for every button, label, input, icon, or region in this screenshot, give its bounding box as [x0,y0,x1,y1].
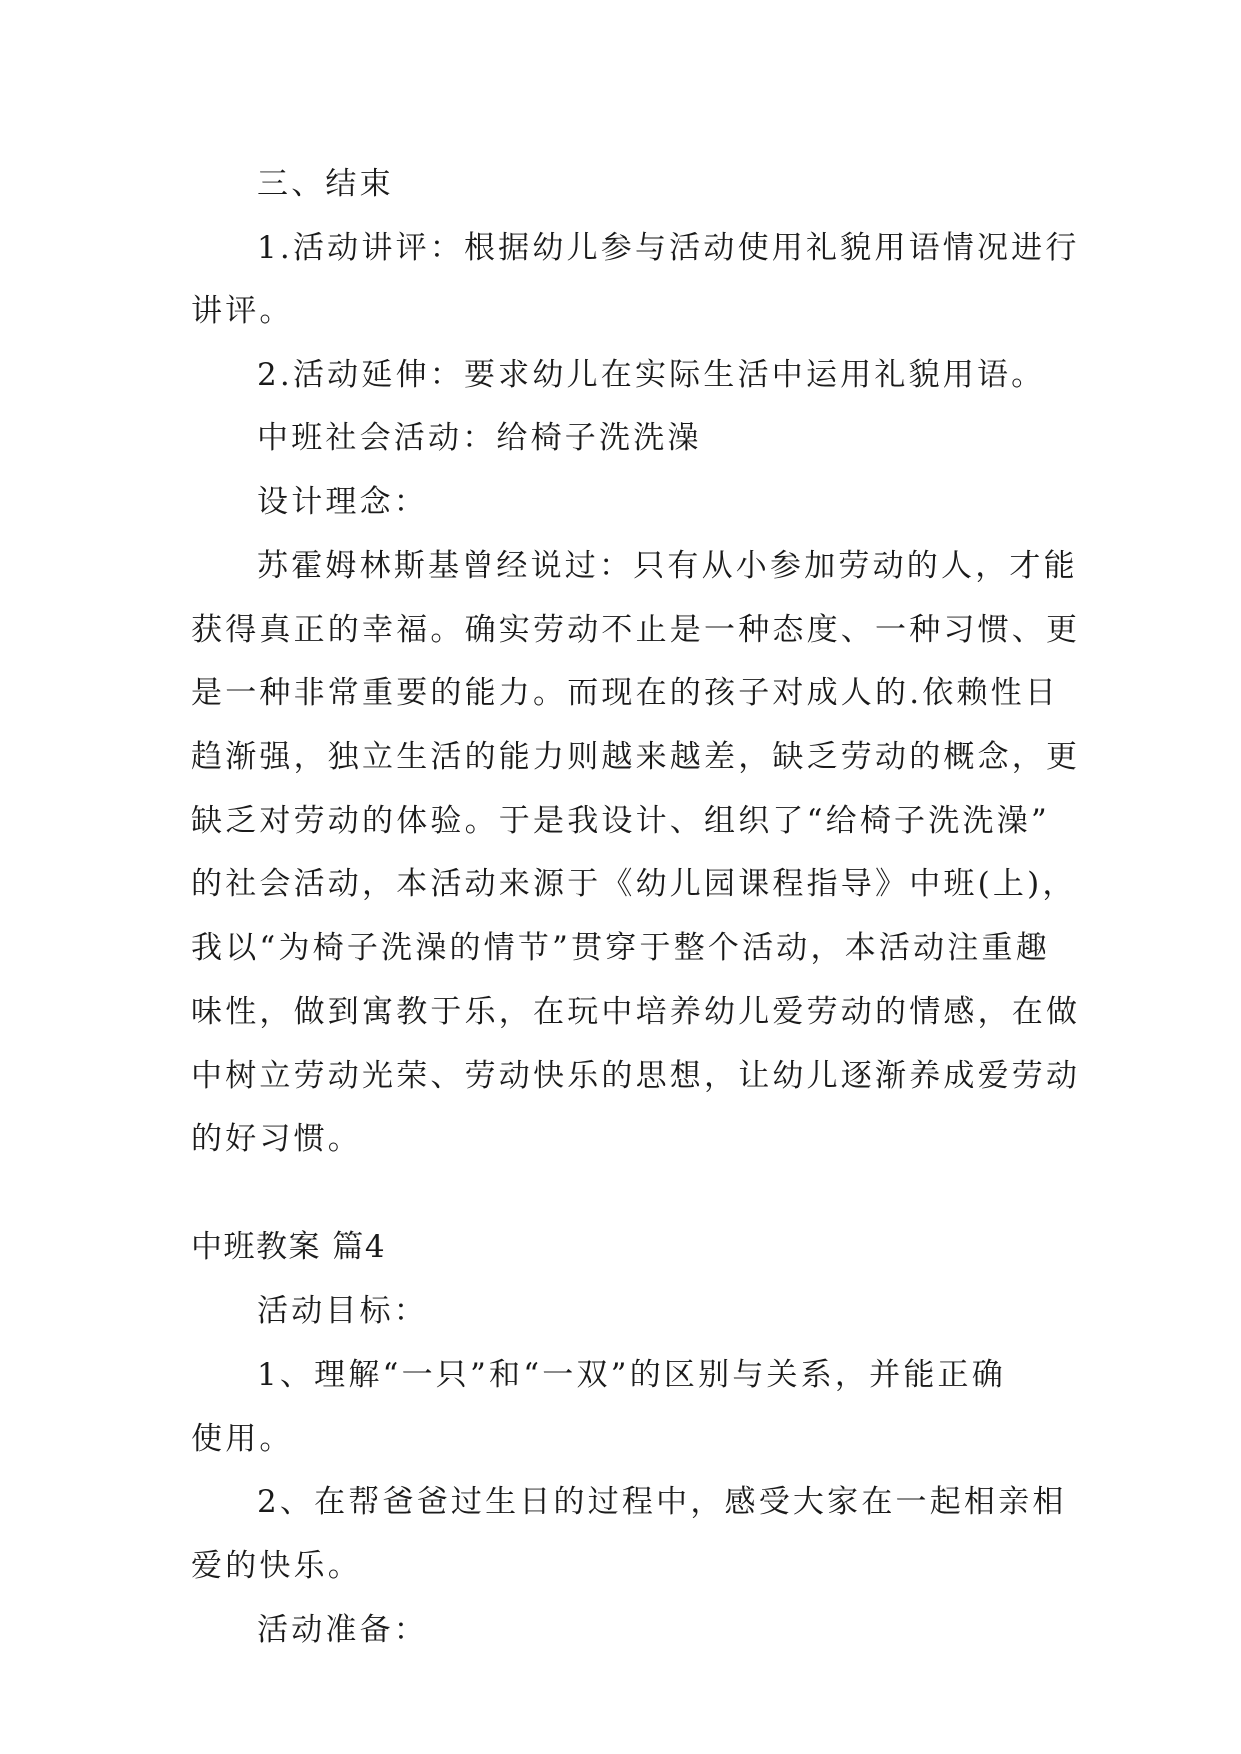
paragraph-line: 使用。 [191,1421,294,1457]
paragraph-line: 趋渐强，独立生活的能力则越来越差，缺乏劳动的概念，更 [191,739,1081,775]
paragraph-line: 1、理解“一只”和“一双”的区别与关系，并能正确 [257,1357,1006,1393]
paragraph-line: 味性，做到寓教于乐，在玩中培养幼儿爱劳动的情感，在做 [191,994,1081,1030]
paragraph-line: 中树立劳动光荣、劳动快乐的思想，让幼儿逐渐养成爱劳动 [191,1058,1081,1094]
paragraph-line: 的好习惯。 [191,1121,362,1157]
subheading-activity-preparation: 活动准备： [257,1612,428,1648]
activity-title: 中班社会活动：给椅子洗洗澡 [257,420,702,456]
subheading-design-concept: 设计理念： [257,484,428,520]
paragraph-line: 缺乏对劳动的体验。于是我设计、组织了“给椅子洗洗澡” [191,803,1050,839]
paragraph-line: 2、在帮爸爸过生日的过程中，感受大家在一起相亲相 [257,1484,1067,1520]
paragraph-line: 1.活动讲评：根据幼儿参与活动使用礼貌用语情况进行 [257,230,1080,266]
paragraph-line: 苏霍姆林斯基曾经说过：只有从小参加劳动的人，才能 [257,548,1078,584]
paragraph-line: 2.活动延伸：要求幼儿在实际生活中运用礼貌用语。 [257,357,1046,393]
paragraph-line: 是一种非常重要的能力。而现在的孩子对成人的.依赖性日 [191,675,1060,711]
subheading-activity-goals: 活动目标： [257,1293,428,1329]
paragraph-line: 我以“为椅子洗澡的情节”贯穿于整个活动，本活动注重趣 [191,930,1050,966]
lesson-plan-heading: 中班教案 篇4 [191,1229,387,1265]
paragraph-line: 爱的快乐。 [191,1548,362,1584]
paragraph-line: 讲评。 [191,293,294,329]
paragraph-line: 的社会活动，本活动来源于《幼儿园课程指导》中班(上)， [191,866,1077,902]
paragraph-line: 获得真正的幸福。确实劳动不止是一种态度、一种习惯、更 [191,612,1081,648]
section-heading-conclusion: 三、结束 [257,166,394,202]
